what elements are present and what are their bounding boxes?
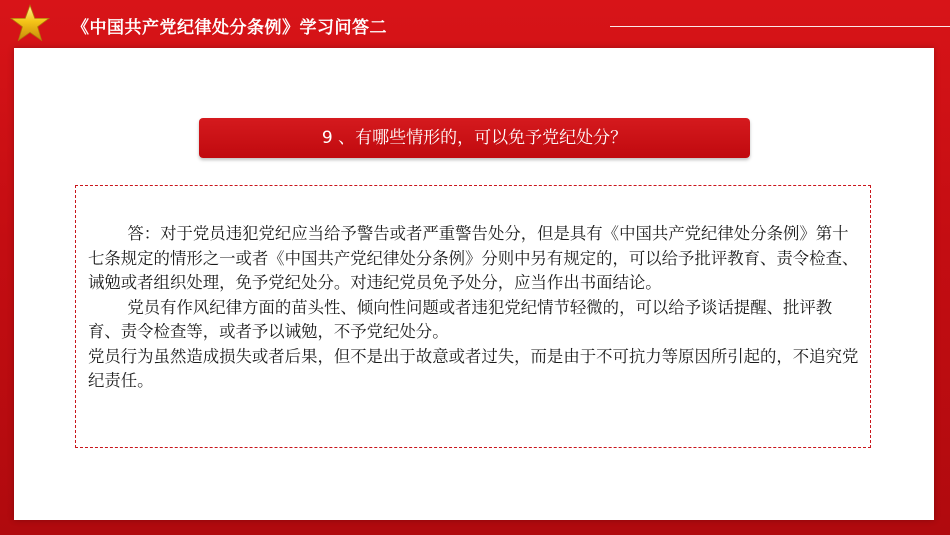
content-card (14, 48, 934, 520)
answer-paragraph: 党员行为虽然造成损失或者后果，但不是出于故意或者过失，而是由于不可抗力等原因所引起的，不追究党纪责任。 (88, 346, 859, 390)
question-banner: 9 、有哪些情形的，可以免予党纪处分？ (199, 118, 750, 158)
answer-paragraph: 党员有作风纪律方面的苗头性、倾向性问题或者违犯党纪情节轻微的，可以给予谈话提醒、批评教育、责令检查等，或者予以诫勉，不予党纪处分。 (88, 297, 833, 341)
answer-box (75, 185, 871, 448)
header-divider (610, 26, 950, 27)
page-title: 《中国共产党纪律处分条例》学习问答二 (72, 18, 387, 38)
star-icon (10, 4, 50, 42)
header-bar (0, 0, 950, 48)
answer-paragraph: 答：对于党员违犯党纪应当给予警告或者严重警告处分，但是具有《中国共产党纪律处分条例》第十七条规定的情形之一或者《中国共产党纪律处分条例》分则中另有规定的，可以给予批评教育、责令检查、诫勉或者组织处理，免予党纪处分。对违纪党员免予处分，应当作出书面结论。 (88, 224, 859, 292)
answer-text (88, 222, 864, 394)
